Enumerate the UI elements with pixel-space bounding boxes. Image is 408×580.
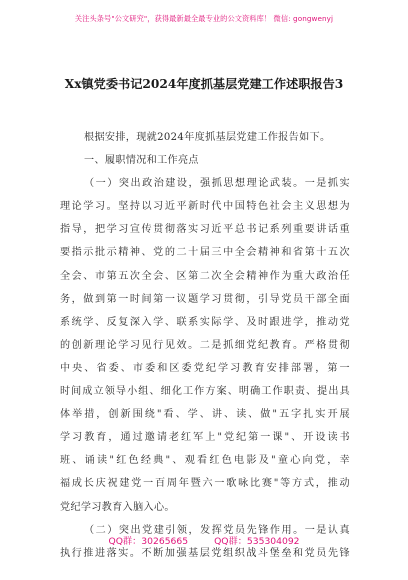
- paragraph-line: 指导，把学习宣传贯彻落实习近平总书记系列重要讲话重: [60, 224, 350, 236]
- document-title: Xx镇党委书记2024年度抓基层党建工作述职报告3: [64, 77, 344, 91]
- subsection-heading-line: （一）突出政治建设，强抓思想理论武装。一是抓实: [84, 178, 350, 190]
- paragraph-line: 系统学、反复深入学、联系实际学、及时跟进学，推动党: [60, 316, 350, 328]
- paragraph-line: 党纪学习教育入脑入心。: [60, 501, 175, 513]
- paragraph-line: 全会、市第五次全会、区第二次全会精神作为重大政治任: [60, 270, 350, 282]
- paragraph-line: 体举措，创新围绕"看、学、讲、读、做"五字扎实开展: [60, 409, 350, 421]
- paragraph-line: 福成长庆祝建党一百周年暨六一歌咏比赛"等方式，推动: [60, 478, 350, 490]
- paragraph-line: 的创新理论学习见行见效。二是抓细党纪教育。严格贯彻: [60, 339, 350, 351]
- paragraph-line: 执行推进落实。不断加强基层党组织战斗堡垒和党员先锋: [60, 547, 350, 559]
- paragraph-line: 中央、省委、市委和区委党纪学习教育安排部署，第一: [60, 362, 350, 374]
- paragraph-line: 理论学习。坚持以习近平新时代中国特色社会主义思想为: [60, 201, 350, 213]
- paragraph-line: 根据安排，现就2024年度抓基层党建工作报告如下。: [84, 132, 331, 143]
- section-heading: 一、履职情况和工作亮点: [84, 155, 199, 167]
- paragraph-line: 时间成立领导小组、细化工作方案、明确工作职责、提出具: [60, 386, 350, 398]
- footer-qq-groups: [0, 533, 408, 547]
- subsection-heading-line: （二）突出党建引领，发挥党员先锋作用。一是认真: [84, 524, 350, 536]
- header-banner: 关注头条号"公文研究"，获得最新最全最专业的公文资料库！ 微信: gongwenyj: [74, 14, 334, 23]
- footer-qq-group-2: QQ群：535304092: [214, 536, 300, 547]
- paragraph-line: 班、诵读"红色经典"、观看红色电影及"童心向党，幸: [60, 455, 350, 467]
- paragraph-line: 务，做到第一时间第一议题学习贯彻，引导党员干部全面: [60, 293, 350, 305]
- paragraph-line: 学习教育，通过邀请老红军上"党纪第一课"、开设读书: [60, 432, 350, 444]
- footer-qq-group-1: QQ群：30265665: [108, 536, 189, 547]
- document-body: [60, 126, 350, 565]
- paragraph-line: 要指示批示精神、党的二十届三中全会精神和省第十五次: [60, 247, 350, 259]
